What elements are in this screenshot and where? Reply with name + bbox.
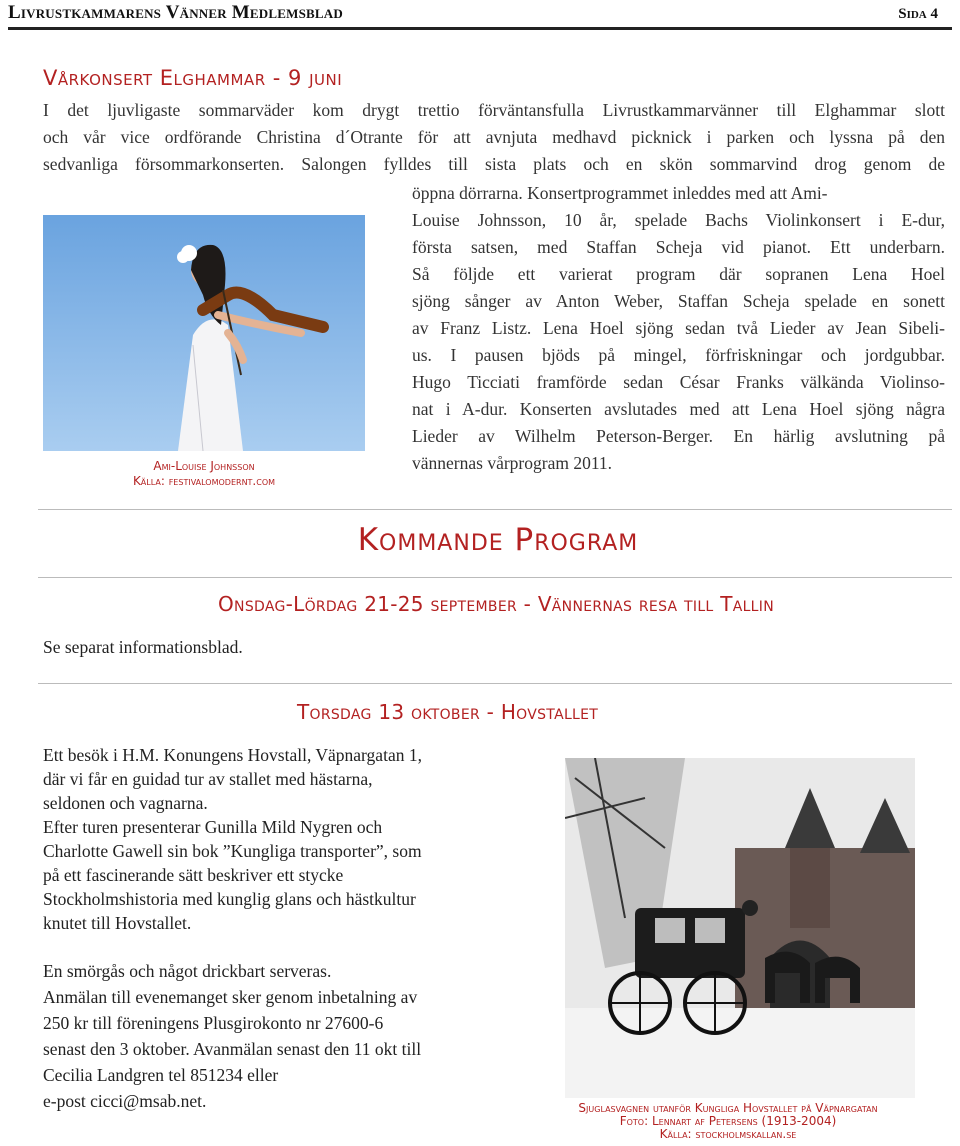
caption-line: Foto: Lennart af Petersens (1913-2004) bbox=[619, 1114, 837, 1128]
caption-line: Källa: stockholmskallan.se bbox=[659, 1127, 797, 1141]
article-column bbox=[412, 180, 945, 477]
event-line: knutet till Hovstallet. bbox=[43, 913, 192, 933]
article-intro bbox=[43, 97, 945, 178]
article-line: sjöng sånger av Anton Weber, Staffan Scheja spelade en sonett bbox=[412, 291, 945, 311]
violinist-illustration bbox=[43, 215, 365, 451]
program-title: Kommande Program bbox=[357, 522, 639, 558]
event-line: Efter turen presenterar Gunilla Mild Nygren och bbox=[43, 817, 383, 837]
event-registration bbox=[43, 958, 543, 1114]
event-line: där vi får en guidad tur av stallet med hästarna, bbox=[43, 769, 373, 789]
caption-line: Källa: festivalomodernt.com bbox=[132, 474, 276, 488]
article-line: öppna dörrarna. Konsertprogrammet inleddes med att Ami- bbox=[412, 183, 828, 203]
section-divider bbox=[38, 577, 952, 578]
header-divider bbox=[8, 27, 952, 30]
article-line: vännernas vårprogram 2011. bbox=[412, 453, 613, 473]
carriage-illustration bbox=[565, 758, 915, 1098]
page-number: Sida 4 bbox=[898, 6, 938, 22]
violinist-photo bbox=[43, 215, 365, 451]
caption-line: Ami-Louise Johnsson bbox=[153, 459, 255, 473]
event-line: Stockholmshistoria med kunglig glans och hästkultur bbox=[43, 889, 416, 909]
article-line: sedvanliga försommarkonserten. Salongen fylldes till sista plats och en skön sommarvind drog genom de bbox=[43, 154, 945, 174]
section-divider bbox=[38, 683, 952, 684]
article-line: Hugo Ticciati framförde sedan César Franks välkända Violinso- bbox=[412, 372, 945, 392]
article-line: första satsen, med Staffan Scheja vid pianot. Ett underbarn. bbox=[412, 237, 945, 257]
article-line: och vår vice ordförande Christina d´Otrante för att avnjuta medhavd picknick i parken och lyssna på den bbox=[43, 127, 945, 147]
event-line: Ett besök i H.M. Konungens Hovstall, Väpnargatan 1, bbox=[43, 745, 422, 765]
section-divider bbox=[38, 509, 952, 510]
caption-line: Sjuglasvagnen utanför Kungliga Hovstallet på Väpnargatan bbox=[578, 1101, 878, 1115]
violinist-photo-caption bbox=[43, 459, 365, 489]
carriage-photo-caption bbox=[500, 1102, 956, 1141]
event-title-tallin: Onsdag-Lördag 21-25 september - Vännernas resa till Tallin bbox=[218, 592, 774, 616]
event-line: senast den 3 oktober. Avanmälan senast den 11 okt till bbox=[43, 1039, 422, 1059]
event-text-tallin: Se separat informationsblad. bbox=[43, 637, 243, 657]
article-line: av Franz Listz. Lena Hoel sjöng sedan två Lieder av Jean Sibeli- bbox=[412, 318, 945, 338]
carriage-photo bbox=[565, 758, 915, 1098]
event-line: En smörgås och något drickbart serveras. bbox=[43, 961, 332, 981]
event-line: Anmälan till evenemanget sker genom inbetalning av bbox=[43, 987, 418, 1007]
article-line: Louise Johnsson, 10 år, spelade Bachs Violinkonsert i E-dur, bbox=[412, 210, 945, 230]
event-line: e-post cicci@msab.net. bbox=[43, 1091, 207, 1111]
event-line: seldonen och vagnarna. bbox=[43, 793, 208, 813]
event-title-hovstallet: Torsdag 13 oktober - Hovstallet bbox=[297, 700, 599, 724]
event-text-hovstallet bbox=[43, 743, 533, 935]
article-line: nat i A-dur. Konserten avslutades med att Lena Hoel sjöng några bbox=[412, 399, 945, 419]
event-line: Cecilia Landgren tel 851234 eller bbox=[43, 1065, 279, 1085]
article-title: Vårkonsert Elghammar - 9 juni bbox=[43, 66, 343, 90]
event-line: 250 kr till föreningens Plusgirokonto nr 27600-6 bbox=[43, 1013, 384, 1033]
event-line: på ett fascinerande sätt beskriver ett stycke bbox=[43, 865, 344, 885]
article-line: I det ljuvligaste sommarväder kom drygt trettio förväntansfulla Livrustkammarvänner till Elghammar slott bbox=[43, 100, 945, 120]
article-line: us. I pausen bjöds på mingel, förfriskningar och jordgubbar. bbox=[412, 345, 945, 365]
article-line: Så följde ett varierat program där sopranen Lena Hoel bbox=[412, 264, 945, 284]
event-line: Charlotte Gawell sin bok ”Kungliga transporter”, som bbox=[43, 841, 422, 861]
newsletter-title: Livrustkammarens Vänner Medlemsblad bbox=[8, 2, 343, 23]
article-line: Lieder av Wilhelm Peterson-Berger. En härlig avslutning på bbox=[412, 426, 945, 446]
